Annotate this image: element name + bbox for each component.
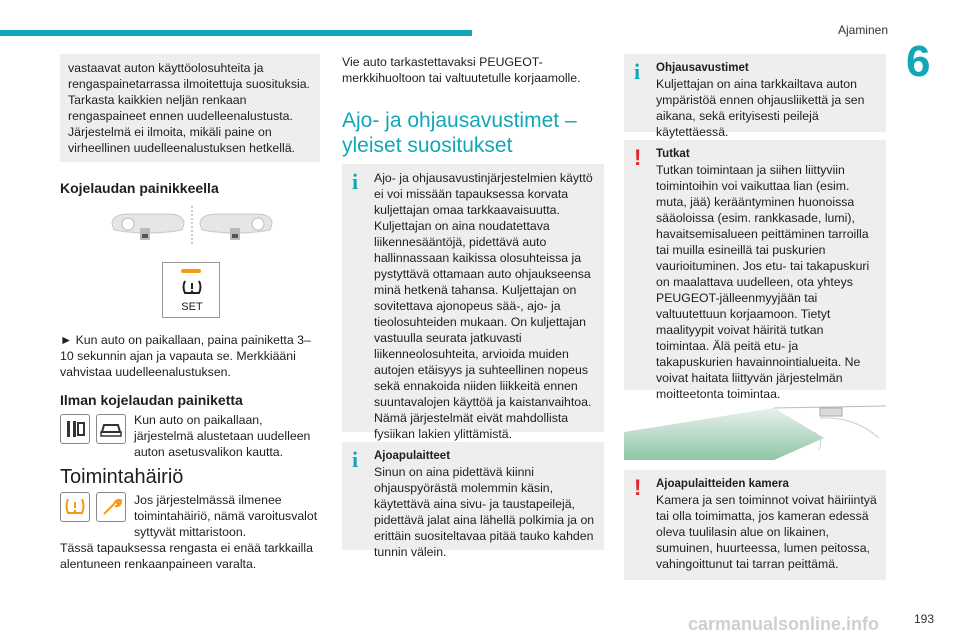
chapter-number: 6: [906, 37, 931, 86]
note-title: Tutkat: [656, 148, 690, 160]
warning-note-tutkat: [624, 140, 886, 401]
warning-icon: !: [634, 475, 642, 500]
note-text: Tutkan toimintaan ja siihen liittyviin toimintoihin voi vaikuttaa lian (esim. muta, jää) kerääntyminen huonoissa sääoloissa (esim. rankkasade, lumi), havaitsemisalueen peittäminen tarroilla tai muilla esineillä tai puskurien vaurioituminen. Jos etu- tai takapuskuri on maalattava uudelleen, ota yhteys PEUGEOT-jälleenmyyjään tai valtuutettuun korjaamoon. Tietyt maalityypit voivat häiritä tutkan toimintaa. Älä peitä etu- ja takapuskurien havainnointialueita. Ne voivat haitata liittyvän järjestelmän moitteetonta toimintaa.: [656, 163, 870, 401]
info-note-general: [342, 164, 604, 441]
set-label: SET: [181, 301, 203, 313]
tire-warning-icon: [181, 279, 203, 297]
info-icon: i: [352, 169, 359, 194]
ilman-text: Kun auto on paikallaan, järjestelmä alustetaan uudelleen auton asetusvalikon kautta.: [134, 413, 311, 459]
ilman-text-line1: [134, 412, 324, 460]
vehicle-settings-icon: [96, 414, 126, 444]
set-button-icon: [162, 262, 220, 318]
note-title: Ajoapulaitteiden kamera: [656, 478, 789, 490]
header-accent-bar: [0, 30, 472, 36]
section-title: Ajaminen: [837, 23, 888, 37]
note-text: Kuljettajan on aina tarkkailtava auton ympäristöä ennen ohjausliikettä ja sen aikana, sekä erityisesti peilejä käytettäessä.: [656, 77, 865, 139]
note-text: Kamera ja sen toiminnot voivat häiriintyä tai olla toimimatta, jos kameran edessä oleva tuulilasin alue on likainen, sumuinen, huurteessa, lumen peitossa, vahingoittunut tai tarran peittämä.: [656, 493, 877, 571]
col2-intro: Vie auto tarkastettavaksi PEUGEOT-merkkihuoltoon tai valtuutetulle korjaamolle.: [342, 55, 581, 85]
settings-menu-icon: [60, 414, 90, 444]
warning-icon: !: [634, 145, 642, 170]
heading-ajo-ohjausavustimet: Ajo- ja ohjausavustimet – yleiset suositukset: [342, 109, 577, 157]
toiminta-text-1: Jos järjestelmässä ilmenee toimintahäiriö, nämä varoitusvalot syttyvät mittaristoon.: [134, 493, 318, 539]
step-text: ► Kun auto on paikallaan, paina painiketta 3–10 sekunnin ajan ja vapauta se. Merkkiääni vahvistaa uudelleenalustuksen.: [60, 333, 311, 379]
info-note-ajoapulaitteet: [342, 442, 604, 559]
page-number: 193: [913, 612, 934, 626]
heading-toimintahairio: Toimintahäiriö: [60, 466, 184, 488]
heading-ilman: Ilman kojelaudan painiketta: [60, 392, 243, 408]
note-title: Ajoapulaitteet: [374, 450, 451, 462]
toiminta-text-block: [60, 492, 322, 572]
note-title: Ohjausavustimet: [656, 62, 749, 74]
intro-box: [60, 54, 320, 162]
info-icon: i: [634, 59, 641, 84]
info-note-general-text: Ajo- ja ohjausavustinjärjestelmien käyttö ei voi missään tapauksessa korvata kuljettajan omaa tarkkaavaisuutta. Kuljettajan on aina noudatettava liikennesääntöjä, pidettävä auto hallinnassaan kaikissa olosuhteissa ja pystyttävä ottamaan auto ohjaukseensa minä hetkenä tahansa. Kuljettajan on sovitettava ajonopeus sää-, ajo- ja tieolosuhteiden mukaan. On kuljettajan vastuulla seurata jatkuvasti liikenneolosuhteita, arvioida muiden autojen etäisyys ja suhteellinen nopeus sekä ennakoida niiden liikkeitä ennen suuntavalojen käyttöä ja kaistanvaihtoa. Nämä järjestelmät eivät mahdollista fysiikan lakien ylittämistä.: [374, 171, 593, 441]
note-text: Sinun on aina pidettävä kiinni ohjauspyörästä molemmin käsin, käytettävä aina sivu- ja taustapeilejä, pidettävä jalat aina lähellä polkimia ja on erittäin suositeltavaa pitää tauko kahden tunnin välein.: [374, 465, 595, 559]
toiminta-text-2: Tässä tapauksessa rengasta ei enää tarkkailla alentuneen renkaanpaineen varalta.: [60, 541, 313, 571]
watermark: carmanualsonline.info: [688, 614, 880, 634]
steering-wheel-illustration: [108, 206, 276, 246]
windshield-camera-illustration: [624, 398, 886, 460]
warning-note-kamera: [624, 470, 886, 580]
heading-kojelauta: Kojelaudan painikkeella: [60, 180, 219, 196]
intro-box-text: vastaavat auton käyttöolosuhteita ja rengaspainetarrassa ilmoitettuja suosituksia. Tarkasta kaikkien neljän renkaan rengaspaineet ennen uudelleenalustusta. Järjestelmä ei ilmoita, mikäli paine on virheellinen uudelleenalustuksen hetkellä.: [68, 61, 310, 155]
indicator-led-icon: [181, 269, 201, 273]
info-note-ohjausavustimet: [624, 54, 886, 139]
info-icon: i: [352, 447, 359, 472]
